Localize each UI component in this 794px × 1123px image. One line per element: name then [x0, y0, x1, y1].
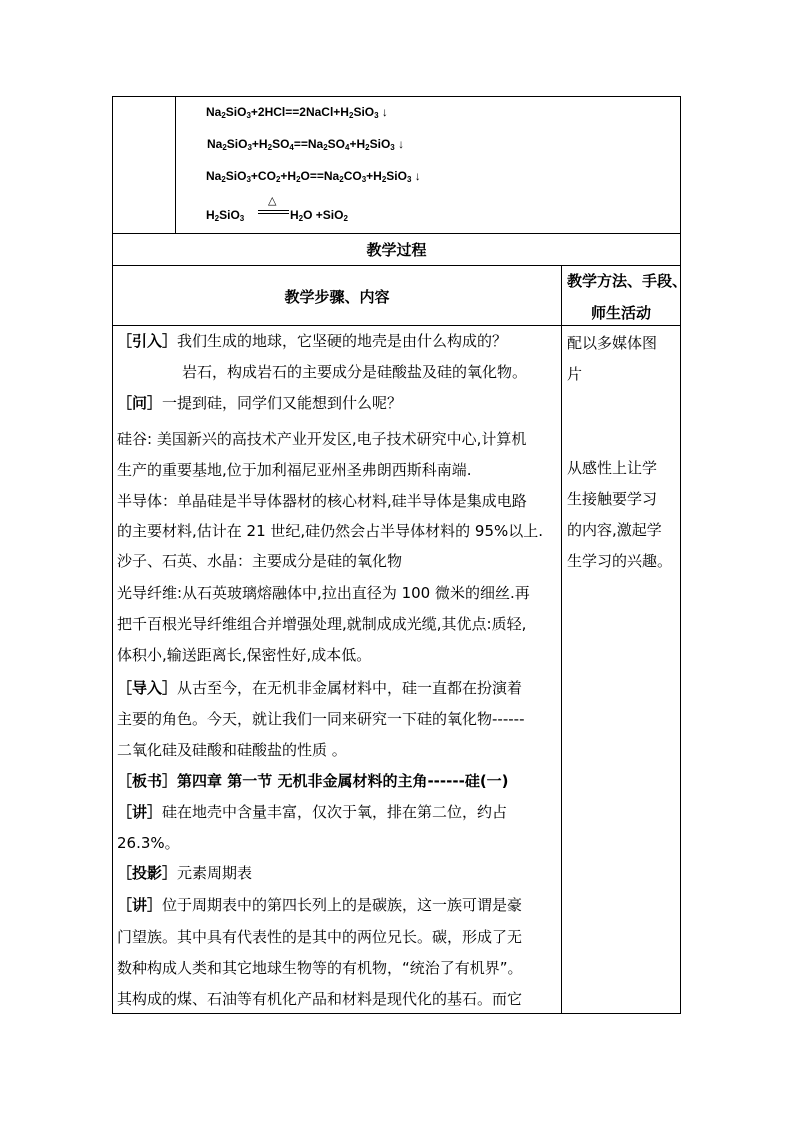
- equals-bar-top: [258, 210, 289, 211]
- equation-2: $Na_2SiO_3+H_2SO_4==Na_2SO_4+H_2SiO_3$ ↓: [207, 137, 405, 152]
- method-line: 生学习的兴趣。: [567, 552, 673, 570]
- section-tag: ［板书］: [117, 772, 178, 790]
- section-tag: ［导入］: [117, 679, 178, 697]
- content-line: 主要的角色。今天，就让我们一同来研究一下硅的氧化物------: [117, 710, 525, 728]
- method-line: 的内容,激起学: [567, 521, 662, 539]
- row-divider-2: [112, 265, 681, 266]
- section-title: 教学过程: [366, 241, 427, 259]
- heat-condition-symbol: △: [268, 194, 277, 207]
- content-line-board: ［板书］第四章 第一节 无机非金属材料的主角------硅(一): [117, 772, 509, 790]
- content-line: 其构成的煤、石油等有机化产品和材料是现代化的基石。而它: [117, 990, 523, 1008]
- equation-1: $Na_2SiO_3+2HCl==2NaCl+H_2SiO_3$ ↓: [206, 105, 388, 120]
- section-tag: ［讲］: [117, 803, 163, 821]
- content-line: 体积小,输送距离长,保密性好,成本低。: [117, 646, 372, 664]
- header-steps-content: 教学步骤、内容: [284, 288, 390, 306]
- content-line: 的主要材料,估计在 21 世纪,硅仍然会占半导体材料的 95%以上.: [117, 522, 544, 540]
- content-line: ［导入］从古至今，在无机非金属材料中，硅一直都在扮演着: [117, 679, 523, 697]
- method-line: 生接触要学习: [567, 490, 658, 508]
- header-methods-line2: 师生活动: [590, 304, 651, 322]
- content-line: ［讲］位于周期表中的第四长列上的是碳族，这一族可谓是豪: [117, 896, 523, 914]
- content-line: 半导体：单晶硅是半导体器材的核心材料,硅半导体是集成电路: [117, 492, 527, 510]
- content-line: 岩石，构成岩石的主要成分是硅酸盐及硅的氧化物。: [182, 363, 528, 381]
- content-line: 沙子、石英、水晶：主要成分是硅的氧化物: [117, 552, 403, 570]
- content-line: ［投影］元素周期表: [117, 864, 253, 882]
- section-tag: ［讲］: [117, 896, 163, 914]
- section-tag: ［问］: [117, 394, 163, 412]
- content-line: ［问］一提到硅，同学们又能想到什么呢？: [117, 394, 403, 412]
- equation-cell-divider: [175, 96, 176, 233]
- method-line: 配以多媒体图: [567, 334, 658, 352]
- section-tag: ［投影］: [117, 864, 178, 882]
- equation-3: $Na_2SiO_3+CO_2+H_2O==Na_2CO_3+H_2SiO_3$ ↓: [206, 169, 421, 184]
- content-line: 生产的重要基地,位于加利福尼亚州圣弗朗西斯科南端.: [117, 461, 472, 479]
- equation-4: $H_2SiO_3$: [206, 208, 245, 223]
- content-line: ［讲］硅在地壳中含量丰富，仅次于氧，排在第二位，约占: [117, 803, 508, 821]
- content-line: 硅谷: 美国新兴的高技术产业开发区,电子技术研究中心,计算机: [117, 430, 527, 448]
- content-line: 光导纤维:从石英玻璃熔融体中,拉出直径为 100 微米的细丝.再: [117, 584, 530, 602]
- section-tag: ［引入］: [117, 332, 178, 350]
- method-line: 片: [567, 365, 583, 383]
- content-line: 二氧化硅及硅酸和硅酸盐的性质 。: [117, 741, 347, 759]
- equation-4-products: $H_2O +SiO_2$: [290, 208, 348, 223]
- header-methods-line1: 教学方法、手段、: [567, 272, 688, 290]
- row-divider-1: [112, 233, 681, 234]
- content-line: 把千百根光导纤维组合并增强处理,就制成成光缆,其优点:质轻,: [117, 615, 527, 633]
- equals-bar-bottom: [258, 213, 289, 214]
- content-line: 门望族。其中具有代表性的是其中的两位兄长。碳，形成了无: [117, 928, 523, 946]
- column-divider: [561, 265, 562, 1014]
- content-line: 数种构成人类和其它地球生物等的有机物，“统治了有机界”。: [117, 959, 523, 977]
- table-border-top: [112, 96, 681, 97]
- method-line: 从感性上让学: [567, 459, 658, 477]
- content-line: 26.3%。: [117, 834, 180, 852]
- content-line: ［引入］我们生成的地球，它坚硬的地壳是由什么构成的？: [117, 332, 508, 350]
